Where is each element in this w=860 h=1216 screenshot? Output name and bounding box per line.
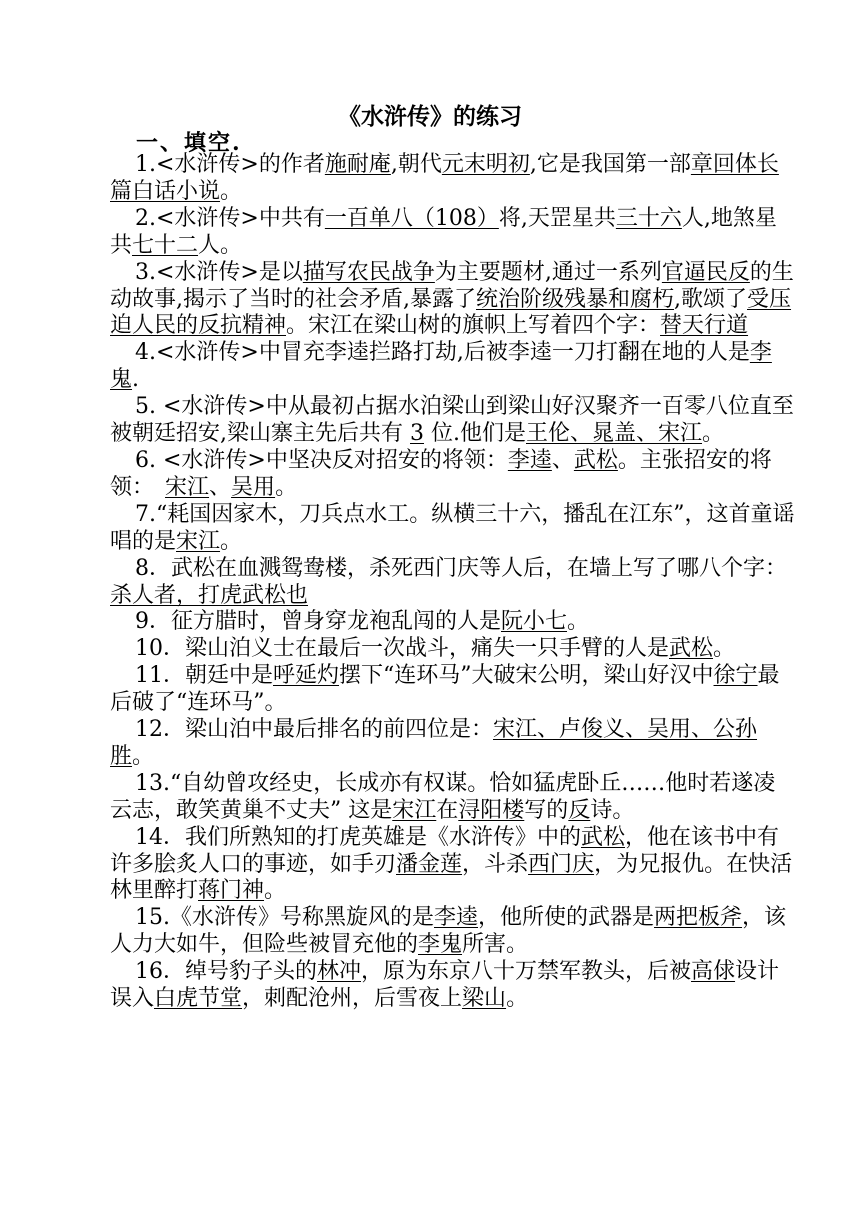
question-text: 。宋江在梁山树的旗帜上写着四个字：	[286, 313, 661, 339]
answer-text: 林冲	[317, 959, 362, 985]
question-text: 人,地煞星共	[110, 205, 777, 258]
question-text: 设计误入	[110, 959, 780, 1012]
question-item	[110, 609, 796, 636]
question-text: 5. <水浒传>中从最初占据水泊梁山到梁山好汉聚齐一百零八位直至被朝廷招安,梁山寨主先后共有	[110, 394, 794, 447]
answer-text: 章回体长篇白话小说	[110, 152, 779, 204]
answer-text: 李鬼	[110, 340, 772, 393]
answer-text: 一百单八（108）	[324, 205, 499, 231]
question-text: 15.《水浒传》号称黑旋风的是	[135, 905, 434, 931]
question-text: .	[132, 367, 140, 393]
question-text: 11．朝廷中是	[135, 663, 273, 689]
answer-text: 梁山	[462, 986, 507, 1012]
answer-text: 反	[568, 797, 591, 823]
question-text: 诗。	[590, 797, 635, 823]
question-item	[110, 663, 796, 717]
answer-text: 蒋门神	[198, 878, 265, 904]
question-text: 8．武松在血溅鸳鸯楼，杀死西门庆等人后，在墙上写了哪八个字：	[135, 555, 787, 581]
answer-text: 受压迫人民的反抗精神	[110, 286, 792, 339]
answer-text: 元末明初	[441, 152, 530, 177]
answer-text: 王伦、晁盖、宋江	[526, 421, 703, 447]
answer-text: 杀人者，打虎武松也	[110, 582, 309, 608]
question-text: 。主张招安的将领：	[110, 447, 772, 500]
question-text: 、	[209, 474, 232, 500]
question-text: 。	[132, 743, 155, 769]
question-item	[110, 260, 796, 341]
answer-text: 统治阶级残暴和腐朽	[476, 286, 675, 312]
question-item	[110, 448, 796, 502]
question-item	[110, 825, 796, 906]
answer-text: 宋江	[176, 528, 221, 554]
answer-text: 官逼民反	[661, 259, 750, 285]
question-text: 摆下“连环马”大破宋公明，梁山好汉中	[339, 663, 714, 689]
question-text: 。	[506, 986, 529, 1012]
question-text: 4.<水浒传>中冒充李逵拦路打劫,后被李逵一刀打翻在地的人是	[135, 340, 750, 366]
answer-text: 李鬼	[418, 932, 463, 958]
answer-text: 吴用	[231, 474, 276, 500]
answer-text: 白虎节堂	[154, 986, 243, 1012]
question-item	[110, 959, 796, 1013]
question-item	[110, 340, 796, 394]
answer-text: 武松	[669, 636, 714, 662]
question-text: 。	[567, 609, 590, 635]
question-text: 。	[220, 528, 243, 554]
answer-text: 徐宁	[713, 663, 758, 689]
question-text: 所害。	[462, 932, 529, 958]
question-item	[110, 152, 796, 206]
answer-text: 高俅	[691, 959, 736, 985]
question-text: ，该人力大如牛，但险些被冒充他的	[110, 905, 787, 958]
question-text: ，他所使的武器是	[478, 905, 655, 931]
question-text: 2.<水浒传>中共有	[135, 205, 325, 231]
question-text: ，斗杀	[462, 851, 529, 877]
question-text: 。	[713, 636, 736, 662]
question-text: 13.“自幼曾攻经史，长成亦有权谋。恰如猛虎卧丘……他时若遂凌云志，敢笑黄巢不丈夫” 这是	[110, 770, 776, 823]
question-text: 位.他们是	[424, 421, 526, 447]
question-item	[110, 717, 796, 771]
question-text: ，他在该书中有许多脍炙人口的事迹，如手刃	[110, 824, 780, 877]
question-item	[110, 556, 796, 610]
question-text: ,歌颂了	[674, 286, 748, 312]
question-text: 。	[702, 421, 725, 447]
question-text: 为主要题材,通过一系列	[434, 259, 662, 285]
question-text: 1.<水浒传>的作者	[135, 152, 325, 177]
question-text: 人。	[198, 232, 243, 258]
question-text: 12．梁山泊中最后排名的前四位是：	[135, 717, 493, 743]
answer-text: 呼延灼	[273, 663, 340, 689]
question-text: 。	[220, 178, 243, 204]
question-text: ，为兄报仇。在快活林里醉打	[110, 851, 793, 904]
answer-text: 浔阳楼	[458, 797, 525, 823]
section-heading: 一、填空.	[136, 130, 242, 156]
question-text: 的生动故事,揭示了当时的社会矛盾,暴露了	[110, 259, 794, 312]
question-text: 6. <水浒传>中坚决反对招安的将领：	[135, 447, 508, 473]
question-text: 。	[264, 878, 287, 904]
question-item	[110, 905, 796, 959]
answer-text: 替天行道	[660, 313, 749, 339]
question-text: ，原为东京八十万禁军教头，后被	[361, 959, 692, 985]
answer-text: 李逵	[434, 905, 479, 931]
answer-text: 潘金莲	[396, 851, 463, 877]
answer-text: 李逵	[507, 447, 552, 473]
question-text: ,它是我国第一部	[529, 152, 691, 177]
answer-text: 施耐庵	[324, 152, 391, 177]
answer-text: 描写农民战争	[302, 259, 435, 285]
answer-text: 宋江	[165, 474, 210, 500]
answer-text: 宋江	[392, 797, 437, 823]
question-item	[110, 502, 796, 556]
answer-text: 武松	[581, 824, 626, 850]
question-text: 16．绰号豹子头的	[135, 959, 317, 985]
question-item	[110, 771, 796, 825]
question-text: 写的	[524, 797, 569, 823]
question-item	[110, 206, 796, 260]
answer-text: 武松	[573, 447, 618, 473]
question-text: 9．征方腊时，曾身穿龙袍乱闯的人是	[135, 609, 501, 635]
question-text: 3.<水浒传>是以	[135, 259, 303, 285]
answer-text: 阮小七	[501, 609, 568, 635]
question-text: 7.“耗国因家木，刀兵点水工。纵横三十六，播乱在江东”，这首童谣唱的是	[110, 501, 795, 554]
question-text: ，刺配沧州，后雪夜上	[242, 986, 463, 1012]
question-text: 10．梁山泊义士在最后一次战斗，痛失一只手臂的人是	[135, 636, 669, 662]
answer-text: 宋江、卢俊义、吴用、公孙胜	[110, 717, 758, 769]
question-text: 、	[551, 447, 574, 473]
question-text: 将,天罡星共	[498, 205, 616, 231]
answer-text: 西门庆	[528, 851, 595, 877]
question-list	[110, 152, 796, 1013]
answer-text: 两把板斧	[654, 905, 743, 931]
document-title: 《水浒传》的练习	[338, 103, 522, 130]
answer-text: 3	[410, 421, 424, 447]
question-item	[110, 636, 796, 663]
question-text: 。	[275, 474, 298, 500]
question-text: 14．我们所熟知的打虎英雄是《水浒传》中的	[135, 824, 581, 850]
question-text: 最后破了“连环马”。	[110, 663, 780, 716]
answer-text: 三十六	[615, 205, 682, 231]
question-text: ,朝代	[390, 152, 442, 177]
question-text: 在	[436, 797, 459, 823]
answer-text: 七十二	[132, 232, 199, 258]
question-item	[110, 394, 796, 448]
